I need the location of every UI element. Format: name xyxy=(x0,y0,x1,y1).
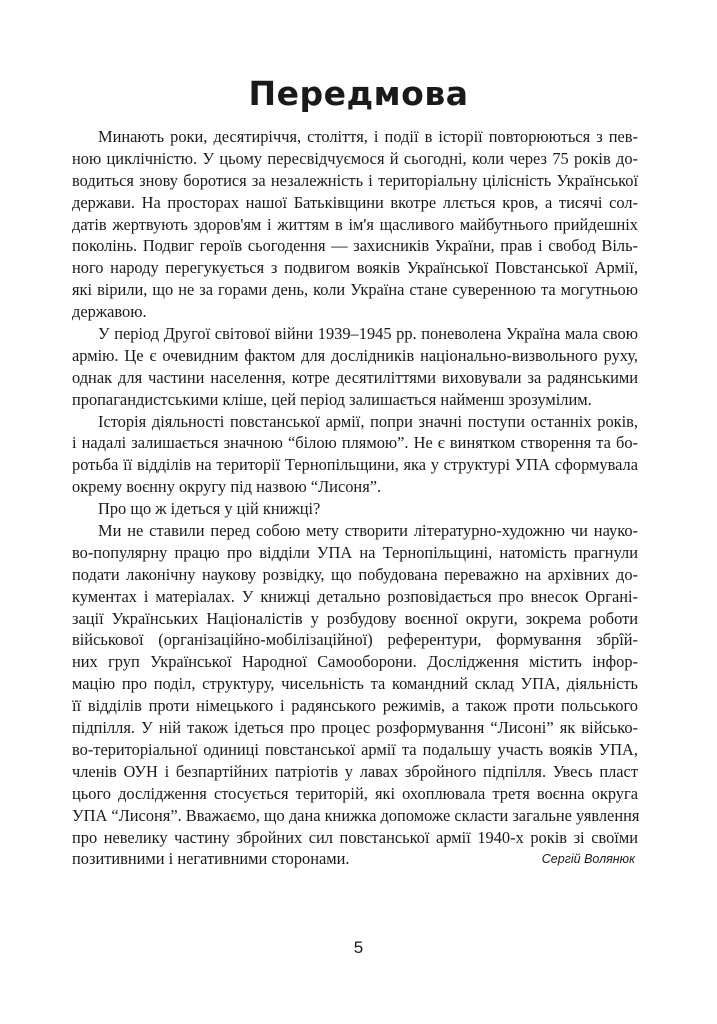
page-number: 5 xyxy=(353,938,364,957)
text-line: Про що ж ідеться у цій книжці? xyxy=(98,499,321,519)
text-line: про невелику частину збройних сил повстанської армії 1940-х років зі своїми xyxy=(72,827,638,847)
text-line: во-популярну працю про відділи УПА на Тернопільщині, натомість прагнули xyxy=(72,542,638,562)
text-line: військової (організаційно-мобілізаційної) референтури, формування збрîй- xyxy=(72,630,638,650)
text-line: Історія діяльності повстанської армії, попри значні поступи останніх років, xyxy=(98,411,638,431)
paragraph xyxy=(72,498,638,520)
text-line: подати лаконічну наукову розвідку, що побудована переважно на архівних до- xyxy=(72,564,638,584)
page-title: Передмова xyxy=(248,74,469,113)
text-line: її відділів проти німецького і радянського режимів, а також проти польського xyxy=(72,696,638,716)
text-line: кументах і матеріалах. У книжці детально розповідається про внесок Органі- xyxy=(72,586,638,606)
text-line: держави. На просторах нашої Батьківщини вкотре ллється кров, а тисячі сол- xyxy=(72,192,638,212)
text-line: цього дослідження стосується територій, які охоплювала третя воєнна округа xyxy=(72,783,638,803)
text-line: які вірили, що не за горами день, коли Україна стане суверенною та могутньою xyxy=(72,280,638,300)
text-line: членів ОУН і безпартійних патріотів у лавах збройного підпілля. Увесь пласт xyxy=(72,761,638,781)
text-line: поколінь. Подвиг героїв сьогодення — захисників України, прав і свобод Віль- xyxy=(72,236,638,256)
paragraph xyxy=(72,411,638,499)
text-line: зації Українських Націоналістів у розбудову воєнної округи, зокрема роботи xyxy=(72,608,638,628)
paragraph xyxy=(72,323,638,411)
text-line: підпілля. У ній також ідеться про процес розформування “Лисоні” як військо- xyxy=(72,718,638,738)
paragraph xyxy=(72,520,638,870)
text-line: них груп Української Народної Самооборони. Дослідження містить інфор- xyxy=(72,652,638,672)
text-line: датів жертвують здоров'ям і життям в ім'я щасливого майбутнього прийдешніх xyxy=(72,214,638,234)
paragraph xyxy=(72,126,638,323)
text-line: мацію про поділ, структуру, чисельність та командний склад УПА, діяльність xyxy=(72,674,638,694)
text-line: ного народу перегукується з подвигом вояків Української Повстанської Армії, xyxy=(72,258,638,278)
text-line: У період Другої світової війни 1939–1945 рр. поневолена Україна мала свою xyxy=(98,324,638,344)
text-line: водиться знову боротися за незалежність і територіальну цілісність Української xyxy=(72,170,638,190)
text-line: во-територіальної одиниці повстанської армії та подальшу участь вояків УПА, xyxy=(72,739,638,759)
text-line: і надалі залишається значною “білою плямою”. Не є винятком створення та бо- xyxy=(72,433,638,453)
body-text xyxy=(72,126,638,870)
text-line: державою. xyxy=(72,302,147,322)
text-line: Минають роки, десятиріччя, століття, і події в історії повторюються з пев- xyxy=(98,127,638,146)
text-line: окрему воєнну округу під назвою “Лисоня”. xyxy=(72,477,382,497)
author-signature: Сергій Волянюк xyxy=(541,852,635,866)
text-line: армію. Це є очевидним фактом для дослідників національно-визвольного руху, xyxy=(72,345,638,365)
text-line: позитивними і негативними сторонами. xyxy=(72,849,350,869)
text-line: ротьба її відділів на території Тернопільщини, яка у структурі УПА сформувала xyxy=(72,455,638,475)
text-line: однак для частини населення, котре десятиліттями виховували за радянськими xyxy=(72,367,638,387)
text-line: УПА “Лисоня”. Вважаємо, що дана книжка допоможе скласти загальне уявлення xyxy=(72,805,640,825)
text-line: Ми не ставили перед собою мету створити літературно-художню чи науко- xyxy=(98,521,638,541)
text-line: пропагандистськими кліше, цей період залишається найменш зрозумілим. xyxy=(72,389,592,409)
text-line: ною циклічністю. У цьому пересвідчуємося й сьогодні, коли через 75 років до- xyxy=(72,148,638,168)
